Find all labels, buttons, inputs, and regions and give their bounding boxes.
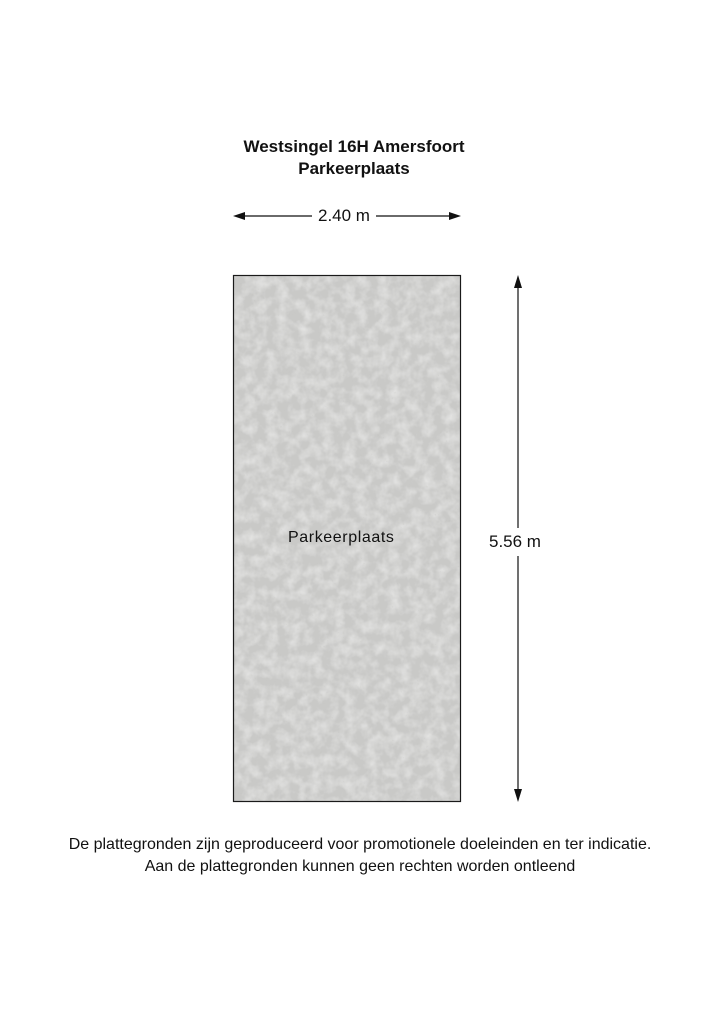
disclaimer-line-2: Aan de plattegronden kunnen geen rechten worden ontleend: [144, 858, 576, 875]
title-subtitle: Parkeerplaats: [298, 159, 410, 178]
width-arrow-right: [449, 212, 461, 220]
height-arrow-top: [514, 275, 522, 288]
room-label: Parkeerplaats: [288, 529, 395, 546]
height-arrow-bottom: [514, 789, 522, 802]
disclaimer: [0, 834, 720, 878]
title-address: Westsingel 16H Amersfoort: [243, 137, 465, 156]
width-dimension-label: 2.40 m: [312, 206, 376, 226]
width-arrow-left: [233, 212, 245, 220]
disclaimer-line-1: De plattegronden zijn geproduceerd voor promotionele doeleinden en ter indicatie.: [68, 836, 652, 853]
height-dimension-label: 5.56 m: [489, 528, 541, 556]
